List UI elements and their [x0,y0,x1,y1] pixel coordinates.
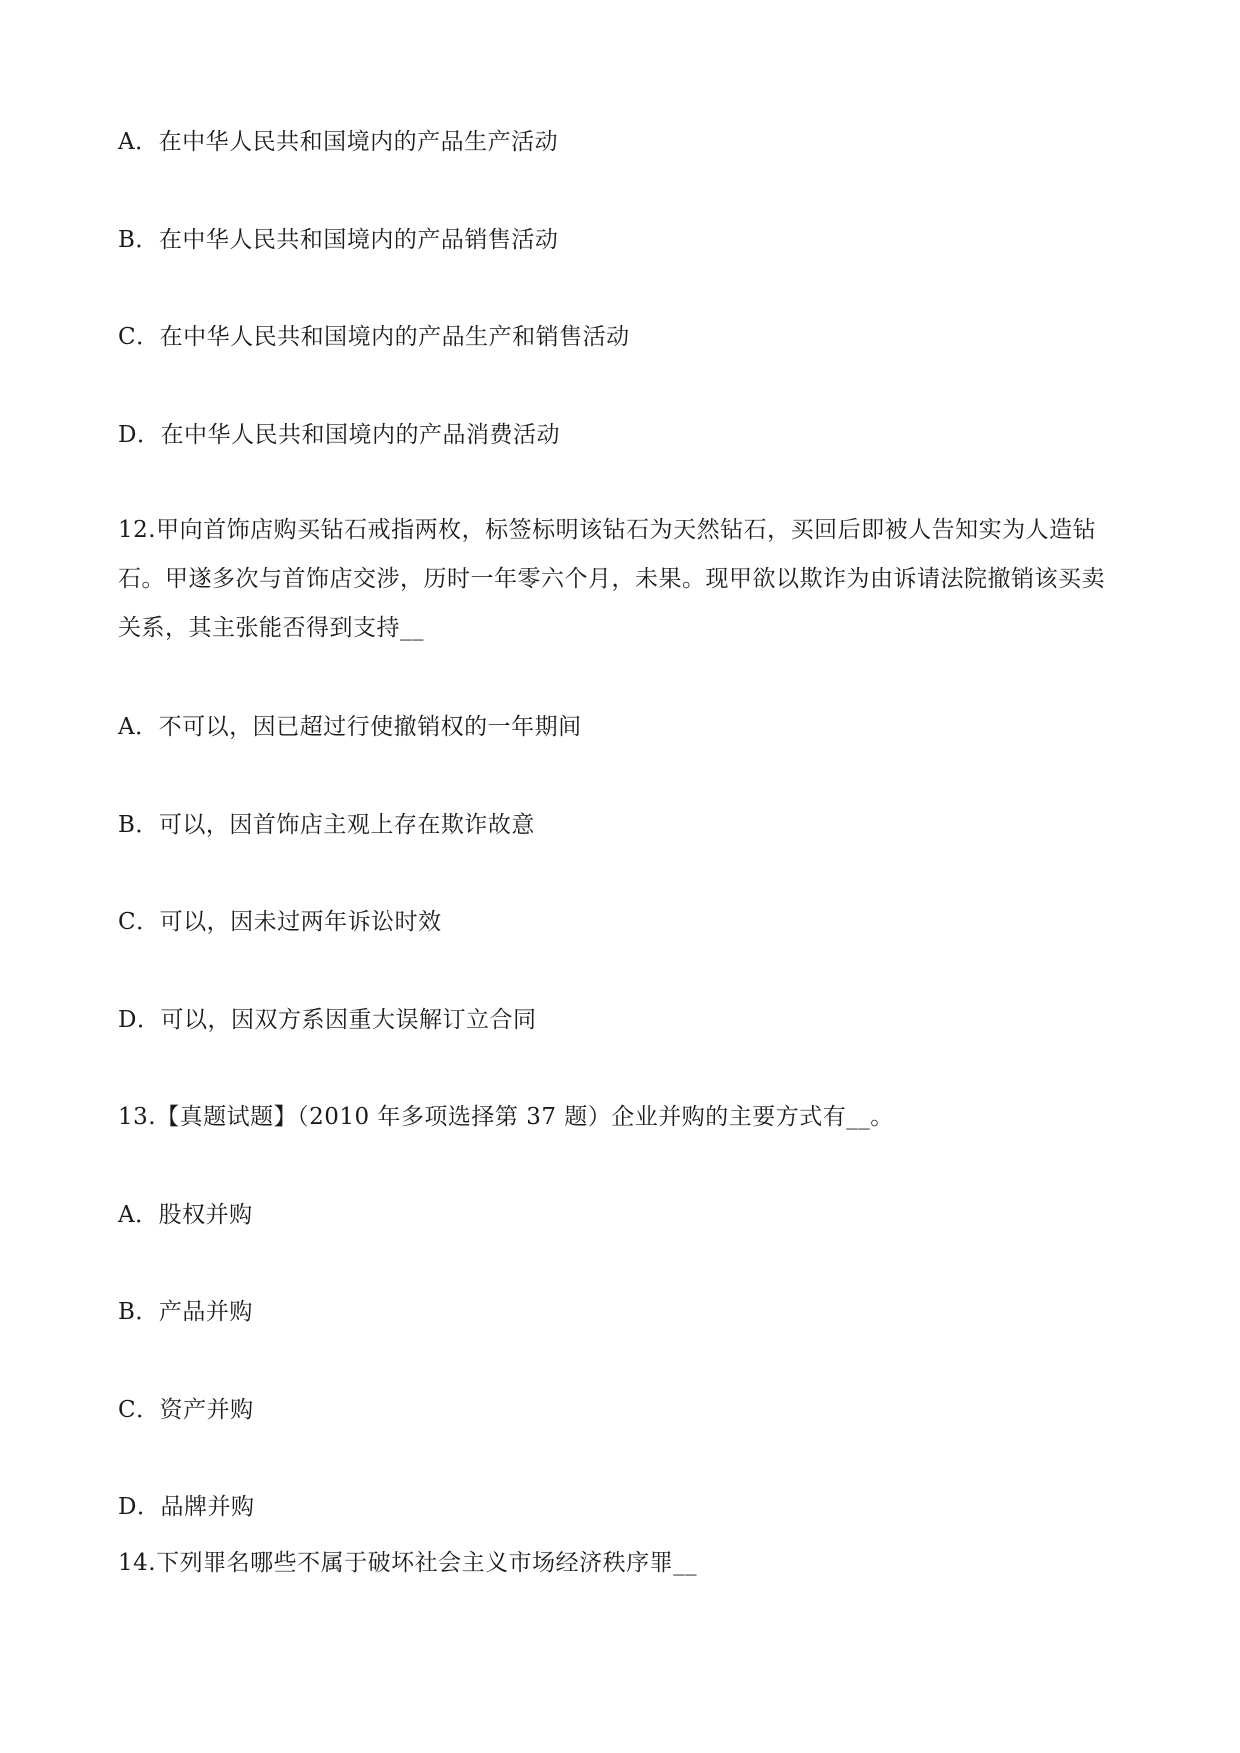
q12-stem: 12.甲向首饰店购买钻石戒指两枚，标签标明该钻石为天然钻石，买回后即被人告知实为人造钻石。甲遂多次与首饰店交涉，历时一年零六个月，未果。现甲欲以欺诈为由诉请法院撤销该买卖关系，其主张能否得到支持__ [118,517,1105,641]
q11-option-b: B．在中华人民共和国境内的产品销售活动 [118,227,559,253]
q13-stem: 13.【真题试题】（2010 年多项选择第 37 题）企业并购的主要方式有__。 [118,1104,894,1130]
q14-stem: 14.下列罪名哪些不属于破坏社会主义市场经济秩序罪__ [118,1550,698,1576]
q13-option-c: C．资产并购 [118,1397,254,1423]
q13-option-a: A．股权并购 [118,1202,253,1228]
q11-option-d: D．在中华人民共和国境内的产品消费活动 [118,422,560,448]
q12-option-b: B．可以，因首饰店主观上存在欺诈故意 [118,812,535,838]
q13-option-d: D．品牌并购 [118,1494,255,1520]
q12-option-a: A．不可以，因已超过行使撤销权的一年期间 [118,714,582,740]
q11-option-a: A．在中华人民共和国境内的产品生产活动 [118,129,559,155]
q12-option-c: C．可以，因未过两年诉讼时效 [118,909,442,935]
q13-option-b: B．产品并购 [118,1299,253,1325]
q11-option-c: C．在中华人民共和国境内的产品生产和销售活动 [118,324,630,350]
q12-option-d: D．可以，因双方系因重大误解订立合同 [118,1007,537,1033]
